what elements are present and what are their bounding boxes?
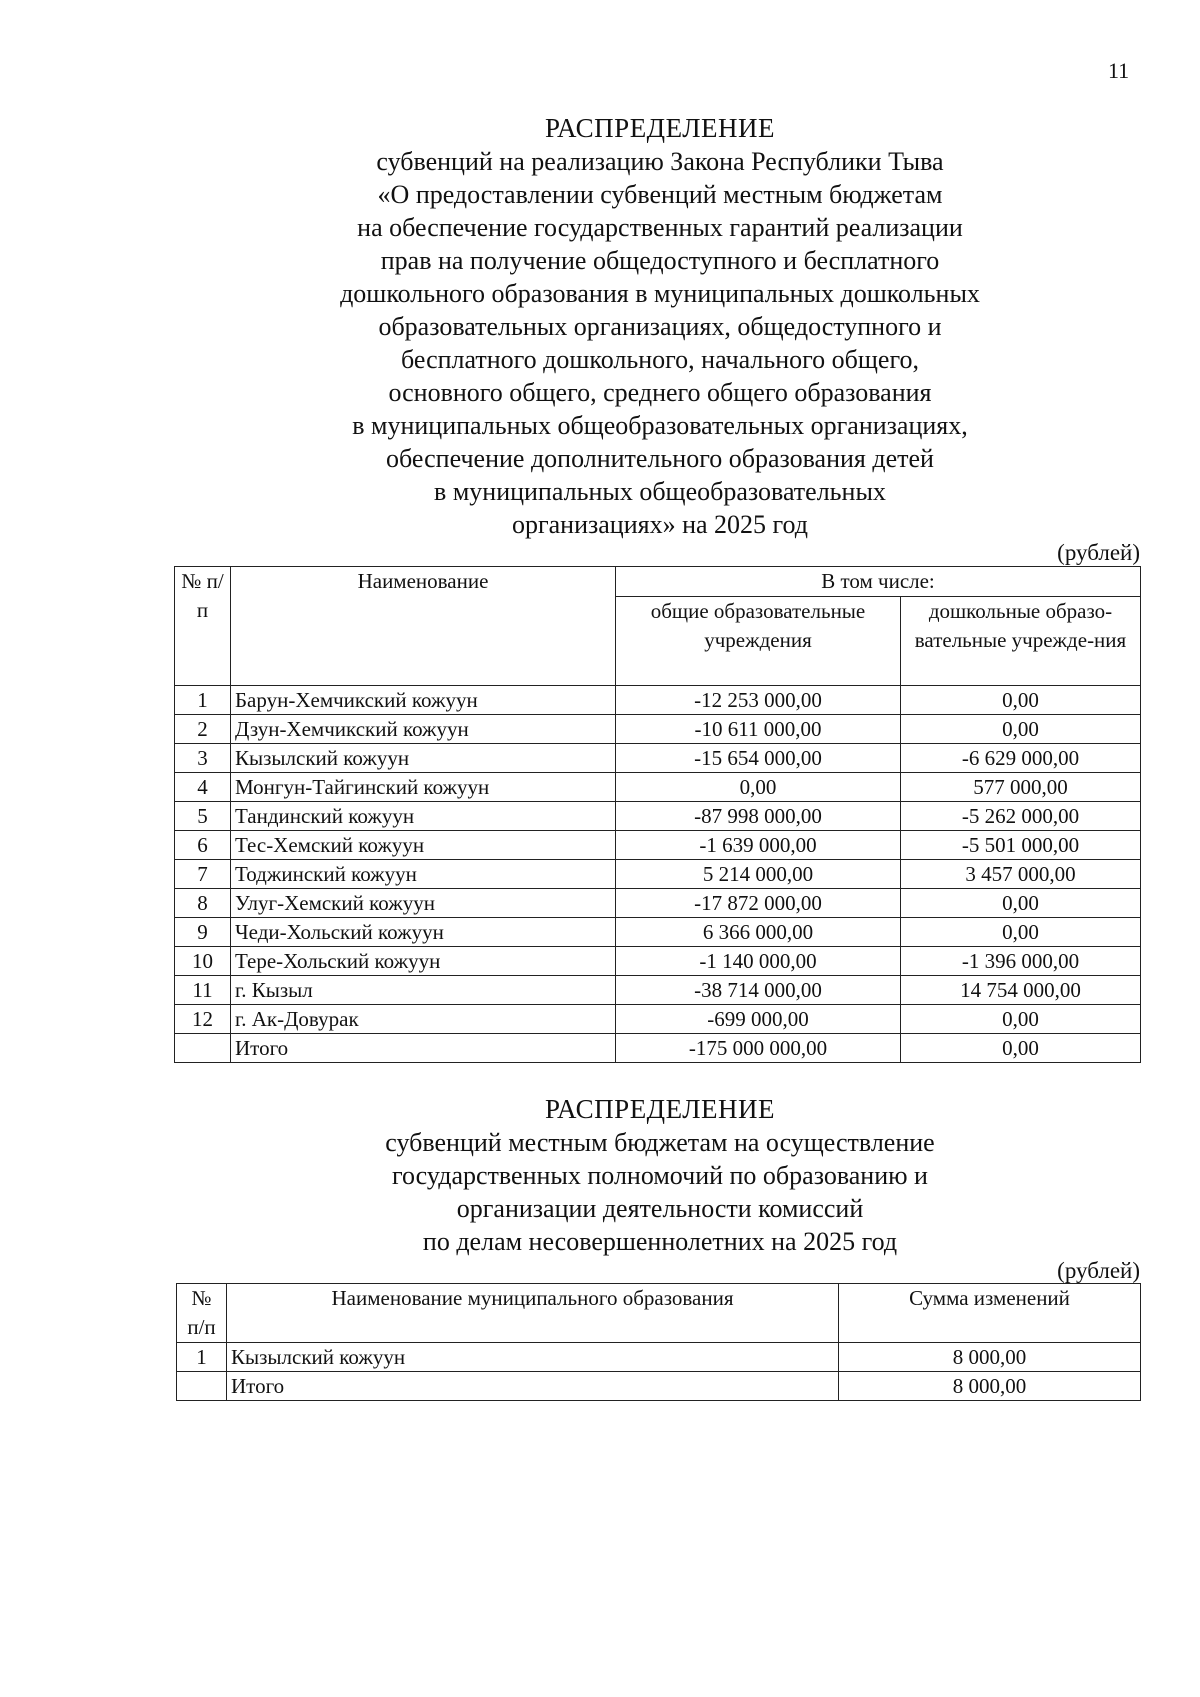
row-general: 0,00 bbox=[616, 773, 901, 802]
total-row bbox=[177, 1372, 1141, 1401]
row-name: Монгун-Тайгинский кожуун bbox=[231, 773, 616, 802]
total-num bbox=[175, 1034, 231, 1063]
row-preschool: -1 396 000,00 bbox=[901, 947, 1141, 976]
row-num: 2 bbox=[175, 715, 231, 744]
section1-title-line: субвенций на реализацию Закона Республики Тыва bbox=[376, 147, 944, 176]
row-preschool: 0,00 bbox=[901, 686, 1141, 715]
row-general: 6 366 000,00 bbox=[616, 918, 901, 947]
header-including: В том числе: bbox=[616, 567, 1141, 597]
table-row bbox=[177, 1343, 1141, 1372]
row-preschool: 3 457 000,00 bbox=[901, 860, 1141, 889]
row-general: 5 214 000,00 bbox=[616, 860, 901, 889]
section1-title-line: в муниципальных общеобразовательных bbox=[434, 477, 886, 506]
table-row bbox=[175, 831, 1141, 860]
row-preschool: 0,00 bbox=[901, 889, 1141, 918]
header-amount: Сумма изменений bbox=[839, 1284, 1141, 1343]
row-preschool: -5 501 000,00 bbox=[901, 831, 1141, 860]
header-preschool: дошкольные образо-вательные учрежде-ния bbox=[901, 597, 1141, 686]
row-num: 11 bbox=[175, 976, 231, 1005]
row-num: 10 bbox=[175, 947, 231, 976]
section1-title-line: организациях» на 2025 год bbox=[511, 510, 809, 539]
total-general: -175 000 000,00 bbox=[616, 1034, 901, 1063]
row-general: -699 000,00 bbox=[616, 1005, 901, 1034]
section2-title-line: субвенций местным бюджетам на осуществление bbox=[385, 1128, 935, 1157]
section1-title-line: прав на получение общедоступного и бесплатного bbox=[380, 246, 940, 275]
table-row bbox=[175, 715, 1141, 744]
row-general: -87 998 000,00 bbox=[616, 802, 901, 831]
table-row bbox=[175, 976, 1141, 1005]
row-name: Тандинский кожуун bbox=[231, 802, 616, 831]
row-name: Чеди-Хольский кожуун bbox=[231, 918, 616, 947]
row-num: 5 bbox=[175, 802, 231, 831]
row-name: Барун-Хемчикский кожуун bbox=[231, 686, 616, 715]
total-num bbox=[177, 1372, 227, 1401]
row-general: -17 872 000,00 bbox=[616, 889, 901, 918]
row-general: -38 714 000,00 bbox=[616, 976, 901, 1005]
row-amount: 8 000,00 bbox=[839, 1343, 1141, 1372]
table-row bbox=[175, 773, 1141, 802]
section1-heading: РАСПРЕДЕЛЕНИЕ bbox=[544, 113, 776, 143]
row-preschool: 14 754 000,00 bbox=[901, 976, 1141, 1005]
header-num: № п/п bbox=[177, 1284, 227, 1343]
total-preschool: 0,00 bbox=[901, 1034, 1141, 1063]
section1-units: (рублей) bbox=[1057, 540, 1140, 565]
row-name: Улуг-Хемский кожуун bbox=[231, 889, 616, 918]
row-preschool: -6 629 000,00 bbox=[901, 744, 1141, 773]
table-row bbox=[175, 744, 1141, 773]
section1-title-line: основного общего, среднего общего образования bbox=[388, 378, 932, 407]
section2-title-line: государственных полномочий по образованию и bbox=[392, 1161, 928, 1190]
table-row bbox=[175, 686, 1141, 715]
section2-title-line: организации деятельности комиссий bbox=[456, 1194, 864, 1223]
section2-title bbox=[180, 1093, 1140, 1258]
row-name: Кызылский кожуун bbox=[231, 744, 616, 773]
section1-title bbox=[180, 112, 1140, 541]
row-name: Тес-Хемский кожуун bbox=[231, 831, 616, 860]
row-general: -12 253 000,00 bbox=[616, 686, 901, 715]
row-num: 8 bbox=[175, 889, 231, 918]
row-name: Дзун-Хемчикский кожуун bbox=[231, 715, 616, 744]
section1-title-line: обеспечение дополнительного образования детей bbox=[386, 444, 934, 473]
row-num: 4 bbox=[175, 773, 231, 802]
row-preschool: -5 262 000,00 bbox=[901, 802, 1141, 831]
section1-title-line: «О предоставлении субвенций местным бюджетам bbox=[377, 180, 943, 209]
table-row bbox=[175, 860, 1141, 889]
section1-title-line: образовательных организациях, общедоступного и bbox=[378, 312, 942, 341]
table-row bbox=[175, 889, 1141, 918]
table-row bbox=[175, 1005, 1141, 1034]
section2-table bbox=[176, 1283, 1141, 1401]
total-label: Итого bbox=[231, 1034, 616, 1063]
section2-title-line: по делам несовершеннолетних на 2025 год bbox=[422, 1227, 898, 1256]
table-row bbox=[175, 802, 1141, 831]
section2-heading: РАСПРЕДЕЛЕНИЕ bbox=[544, 1094, 776, 1124]
header-name: Наименование муниципального образования bbox=[227, 1284, 839, 1343]
row-name: Тоджинский кожуун bbox=[231, 860, 616, 889]
row-general: -10 611 000,00 bbox=[616, 715, 901, 744]
section1-title-line: дошкольного образования в муниципальных дошкольных bbox=[340, 279, 980, 308]
header-general: общие образовательные учреждения bbox=[616, 597, 901, 686]
row-num: 12 bbox=[175, 1005, 231, 1034]
row-num: 7 bbox=[175, 860, 231, 889]
row-num: 9 bbox=[175, 918, 231, 947]
row-num: 1 bbox=[175, 686, 231, 715]
row-preschool: 0,00 bbox=[901, 715, 1141, 744]
table-row bbox=[175, 918, 1141, 947]
section2-units: (рублей) bbox=[1057, 1258, 1140, 1283]
row-name: Кызылский кожуун bbox=[227, 1343, 839, 1372]
header-name: Наименование bbox=[231, 567, 616, 686]
row-general: -1 140 000,00 bbox=[616, 947, 901, 976]
row-preschool: 0,00 bbox=[901, 1005, 1141, 1034]
row-name: г. Кызыл bbox=[231, 976, 616, 1005]
section1-title-line: на обеспечение государственных гарантий реализации bbox=[357, 213, 963, 242]
row-name: г. Ак-Довурак bbox=[231, 1005, 616, 1034]
total-label: Итого bbox=[227, 1372, 839, 1401]
row-num: 3 bbox=[175, 744, 231, 773]
table-row bbox=[175, 947, 1141, 976]
section1-table bbox=[174, 566, 1141, 1063]
section1-title-line: в муниципальных общеобразовательных организациях, bbox=[352, 411, 968, 440]
row-preschool: 0,00 bbox=[901, 918, 1141, 947]
page-number: 11 bbox=[1108, 58, 1130, 83]
total-row bbox=[175, 1034, 1141, 1063]
row-num: 1 bbox=[177, 1343, 227, 1372]
row-general: -15 654 000,00 bbox=[616, 744, 901, 773]
header-num: № п/п bbox=[175, 567, 231, 686]
row-num: 6 bbox=[175, 831, 231, 860]
row-name: Тере-Хольский кожуун bbox=[231, 947, 616, 976]
row-general: -1 639 000,00 bbox=[616, 831, 901, 860]
row-preschool: 577 000,00 bbox=[901, 773, 1141, 802]
total-amount: 8 000,00 bbox=[839, 1372, 1141, 1401]
section1-title-line: бесплатного дошкольного, начального общего, bbox=[401, 345, 919, 374]
